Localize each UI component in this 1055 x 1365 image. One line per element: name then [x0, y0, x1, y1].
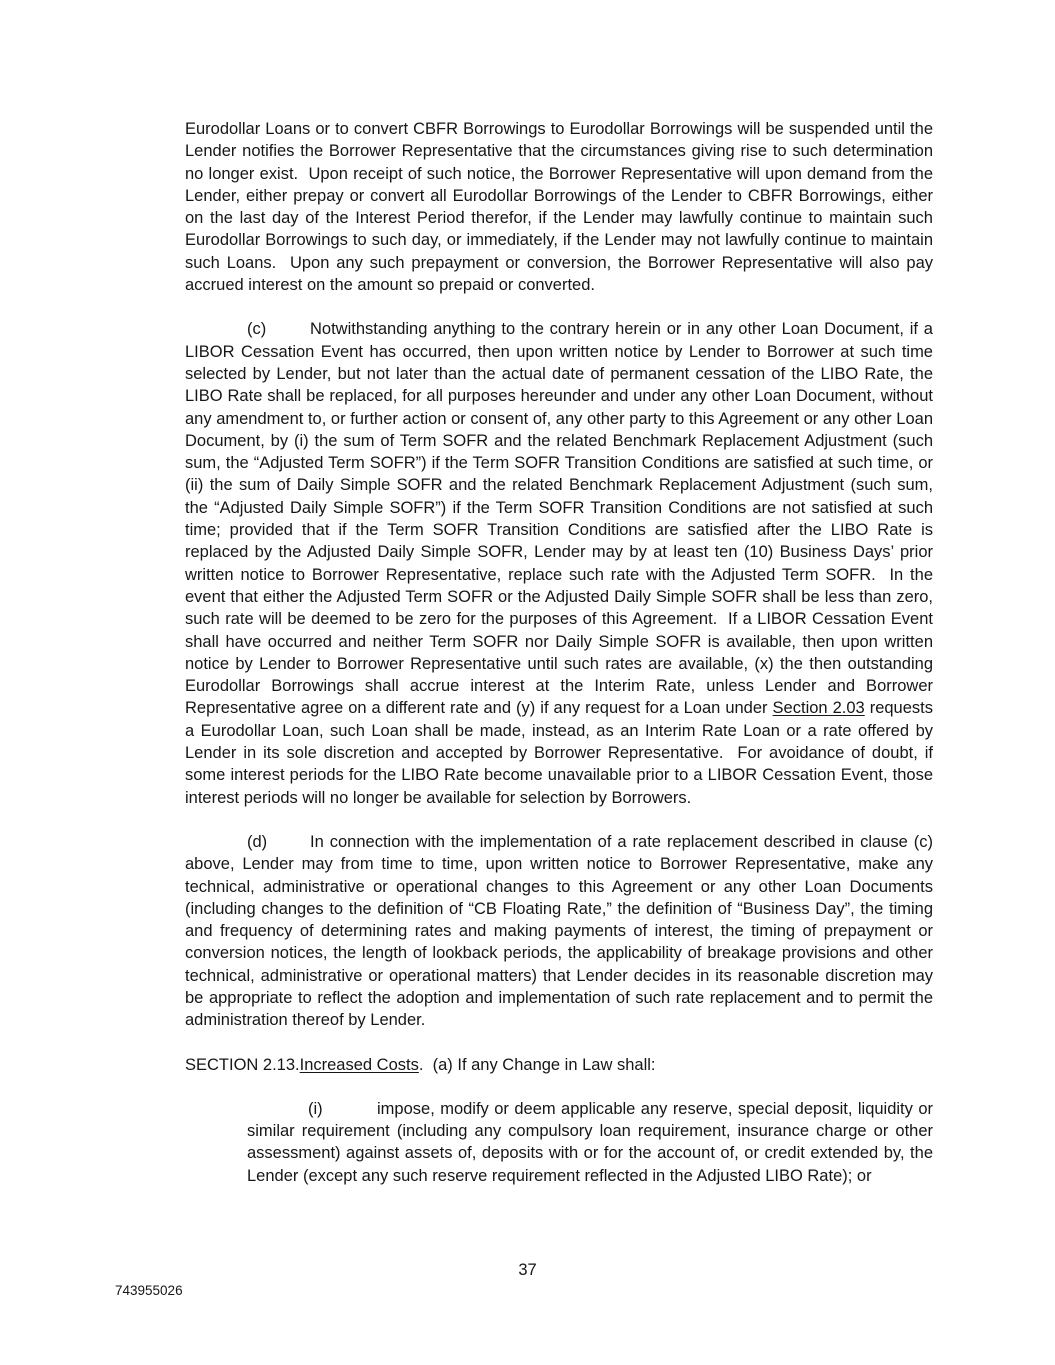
section-2-13-lead-in: . (a) If any Change in Law shall: [418, 1055, 656, 1074]
paragraph-c-text-before: Notwithstanding anything to the contrary herein or in any other Loan Document, if a LIBOR Cessation Event has occurred, then upon written notice by Lender to Borrower at such time selected by Lender, but not later than the actual date of permanent cessation of the LIBO Rate, the LIBO Rate shall be replaced, for all purposes hereunder and under any other Loan Document, without any amendment to, or further action or consent of, any other party to this Agreement or any other Loan Document, by (i) the sum of Term SOFR and the related Benchmark Replacement Adjustment (such sum, the “Adjusted Term SOFR”) if the Term SOFR Transition Conditions are satisfied at such time, or (ii) the sum of Daily Simple SOFR and the related Benchmark Replacement Adjustment (such sum, the “Adjusted Daily Simple SOFR”) if the Term SOFR Transition Conditions are not satisfied at such time; provided that if the Term SOFR Transition Conditions are satisfied after the LIBO Rate is replaced by the Adjusted Daily Simple SOFR, Lender may by at least ten (10) Business Days’ prior written notice to Borrower Representative, replace such rate with the Adjusted Term SOFR. In the event that either the Adjusted Term SOFR or the Adjusted Daily Simple SOFR shall be less than zero, such rate will be deemed to be zero for the purposes of this Agreement. If a LIBOR Cessation Event shall have occurred and neither Term SOFR nor Daily Simple SOFR is available, then upon written notice by Lender to Borrower Representative until such rates are available, (x) the then outstanding Eurodollar Borrowings shall accrue interest at the Interim Rate, unless Lender and Borrower Representative agree on a different rate and (y) if any request for a Loan under [185, 320, 933, 718]
section-2-13-label: SECTION 2.13. [185, 1055, 300, 1074]
paragraph-i-label: (i) [308, 1099, 323, 1118]
paragraph-continuation [185, 118, 933, 296]
section-2-13-heading [185, 1054, 933, 1076]
paragraph-i [247, 1098, 933, 1187]
page-number: 37 [518, 1261, 537, 1279]
section-2-03-reference: Section 2.03 [772, 699, 865, 718]
paragraph-d-label: (d) [247, 832, 268, 851]
paragraph-d-text: In connection with the implementation of a rate replacement described in clause (c) above, Lender may from time to time, upon written notice to Borrower Representative, make any technical, administrative or operational changes to this Agreement or any other Loan Documents (including changes to the definition of “CB Floating Rate,” the definition of “Business Day”, the timing and frequency of determining rates and making payments of interest, the timing of prepayment or conversion notices, the length of lookback periods, the applicability of breakage provisions and other technical, administrative or operational matters) that Lender decides in its reasonable discretion may be appropriate to reflect the adoption and implementation of such rate replacement and to permit the administration thereof by Lender. [185, 832, 933, 1030]
paragraph-i-text: impose, modify or deem applicable any reserve, special deposit, liquidity or similar requirement (including any compulsory loan requirement, insurance charge or other assessment) against assets of, deposits with or for the account of, or credit extended by, the Lender (except any such reserve requirement reflected in the Adjusted LIBO Rate); or [247, 1099, 933, 1185]
paragraph-c [185, 318, 933, 809]
paragraph-d [185, 831, 933, 1032]
document-content [185, 118, 933, 1209]
section-2-13-title: Increased Costs [299, 1055, 419, 1074]
paragraph-c-text-after: requests a Eurodollar Loan, such Loan shall be made, instead, as an Interim Rate Loan or a rate offered by Lender in its sole discretion and accepted by Borrower Representative. For avoidance of doubt, if some interest periods for the LIBO Rate become unavailable prior to a LIBOR Cessation Event, those interest periods will no longer be available for selection by Borrowers. [185, 699, 933, 807]
paragraph-c-label: (c) [247, 320, 267, 339]
paragraph-continuation-text: Eurodollar Loans or to convert CBFR Borrowings to Eurodollar Borrowings will be suspended until the Lender notifies the Borrower Representative that the circumstances giving rise to such determination no longer exist. Upon receipt of such notice, the Borrower Representative will upon demand from the Lender, either prepay or convert all Eurodollar Borrowings of the Lender to CBFR Borrowings, either on the last day of the Interest Period therefor, if the Lender may lawfully continue to maintain such Eurodollar Borrowings to such day, or immediately, if the Lender may not lawfully continue to maintain such Loans. Upon any such prepayment or conversion, the Borrower Representative will also pay accrued interest on the amount so prepaid or converted. [185, 120, 933, 295]
document-control-number: 743955026 [115, 1283, 183, 1298]
